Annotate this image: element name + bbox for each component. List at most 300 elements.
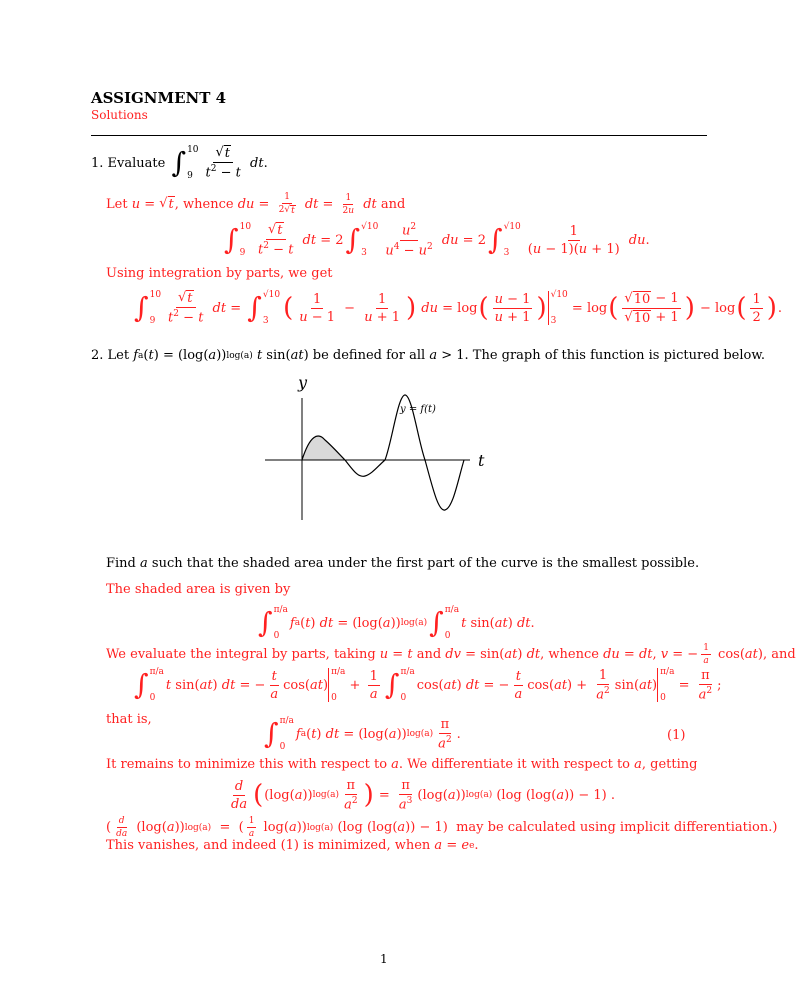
math-text: 10 <box>633 291 651 307</box>
math-text: − <box>269 242 289 258</box>
math-text: ) <box>652 677 658 693</box>
math-variable: t <box>515 668 521 684</box>
big-paren: ) <box>536 293 547 323</box>
numerator <box>311 292 323 309</box>
integral-sign-icon: ∫ <box>224 223 239 256</box>
math-text: (log( <box>132 820 167 835</box>
lower-limit: 0 <box>660 693 666 703</box>
superscript: 2 <box>445 734 452 745</box>
math-text: ) + <box>567 677 592 693</box>
fraction <box>526 224 622 257</box>
math-text: 1 <box>569 223 578 239</box>
math-text: − <box>399 242 419 258</box>
math-text: )) <box>390 615 401 631</box>
big-paren: ( <box>608 293 619 323</box>
equation-parts <box>132 667 722 703</box>
math-text: > 1. The graph of this function is pictured below. <box>437 348 766 363</box>
math-text: It remains to minimize this with respect to <box>106 757 392 772</box>
math-text: = <box>442 838 462 853</box>
equation-number: (1) <box>667 728 686 743</box>
integral-sign-icon: ∫ <box>247 291 262 324</box>
math-variable: a <box>447 787 456 803</box>
integral <box>264 716 294 752</box>
upper-limit: √10 <box>503 222 521 232</box>
integral-limits <box>274 605 288 641</box>
lower-limit: 3 <box>361 248 367 258</box>
math-text: 1 <box>248 816 255 826</box>
radical-icon: √ <box>159 196 168 211</box>
radicand <box>224 145 231 161</box>
radicand <box>633 291 652 307</box>
integral-sign-icon: ∫ <box>487 223 503 256</box>
math-variable: a <box>166 820 175 835</box>
integral-limits <box>263 290 280 326</box>
math-variable: a <box>382 615 391 631</box>
big-paren: ( <box>478 293 489 323</box>
square-root <box>178 290 194 306</box>
radical-icon: √ <box>215 145 224 161</box>
integral-limits <box>504 222 521 258</box>
numerator <box>270 669 279 686</box>
lower-limit: 9 <box>239 248 246 258</box>
math-text: )) <box>296 820 307 835</box>
lower-limit: 0 <box>400 693 407 703</box>
equation-1 <box>262 716 461 752</box>
math-variable: a <box>438 736 446 752</box>
radical-icon: √ <box>624 290 633 306</box>
denominator <box>368 686 380 702</box>
math-variable: a <box>556 787 565 803</box>
math-text: ) <box>316 726 326 742</box>
equation-derivative <box>226 778 615 812</box>
math-variable: a <box>344 797 352 813</box>
superscript: 2 <box>210 164 217 175</box>
numerator <box>266 222 286 240</box>
function-graph <box>250 370 500 530</box>
math-text: . <box>263 155 268 171</box>
math-variable: a <box>703 656 709 666</box>
big-paren: ( <box>253 780 264 811</box>
math-variable: dt <box>300 196 319 212</box>
math-text: = <box>226 300 246 316</box>
integral-sign-icon: ∫ <box>171 146 187 179</box>
square-root <box>159 196 175 212</box>
curve-label: y = f(t) <box>400 404 436 415</box>
math-text: = <box>254 196 274 212</box>
denominator <box>277 204 298 216</box>
math-text: and <box>376 196 406 212</box>
math-variable: u <box>385 242 394 258</box>
fraction <box>383 222 434 258</box>
denominator <box>256 240 295 257</box>
math-text: We evaluate the integral by parts, taking <box>106 647 380 662</box>
math-text: = − <box>235 677 266 693</box>
integral <box>224 222 251 258</box>
denominator <box>750 309 762 325</box>
superscript: log(a) <box>306 822 334 833</box>
question-2-prompt <box>106 556 699 571</box>
numerator <box>597 668 609 685</box>
denominator <box>166 308 205 325</box>
math-text: = (log( <box>333 615 383 631</box>
integral-limits <box>187 145 198 181</box>
math-variable: du <box>437 232 459 248</box>
integral <box>429 605 459 641</box>
numerator <box>343 193 353 205</box>
radical-icon: √ <box>267 222 277 238</box>
superscript: log(a) <box>465 790 493 801</box>
integral-sign-icon: ∫ <box>258 606 273 639</box>
superscript: 4 <box>393 241 400 252</box>
math-variable: dt <box>465 677 480 693</box>
math-text: , getting <box>641 757 698 772</box>
fraction <box>697 668 715 702</box>
integral-sign-icon: ∫ <box>429 606 444 639</box>
math-variable: f <box>133 348 139 363</box>
math-text: ( <box>527 241 533 257</box>
superscript: log(a) <box>312 790 340 801</box>
math-text: − 1 <box>651 290 679 306</box>
math-variable: a <box>514 686 523 702</box>
numerator <box>233 779 245 796</box>
divider <box>91 135 707 136</box>
math-variable: at <box>199 677 213 693</box>
math-text: . <box>645 232 650 248</box>
math-variable: u <box>299 309 308 325</box>
math-variable: at <box>290 348 304 363</box>
upper-limit: √10 <box>361 222 379 232</box>
math-variable: t <box>407 647 413 662</box>
math-variable: a <box>634 757 642 772</box>
math-text: ), and <box>757 647 796 662</box>
lower-limit: 0 <box>279 742 286 752</box>
math-variable: dt <box>516 615 531 631</box>
math-text: 1 <box>703 643 709 653</box>
superscript: log(a) <box>400 618 428 628</box>
subscript: a <box>300 729 307 739</box>
math-variable: du <box>603 647 620 662</box>
math-text: ) <box>456 677 466 693</box>
numerator <box>750 292 762 309</box>
numerator <box>493 292 533 309</box>
fraction <box>493 292 533 325</box>
integral <box>258 605 288 641</box>
denominator <box>701 655 710 666</box>
solution-text-6 <box>106 838 479 853</box>
fraction <box>229 779 249 812</box>
math-variable: u <box>348 205 355 216</box>
math-text: 2 <box>278 205 285 215</box>
math-text: = sin( <box>460 647 505 662</box>
math-variable: a <box>429 348 438 363</box>
math-variable: u <box>494 291 503 307</box>
math-text: . We differentiate it with respect to <box>398 757 635 772</box>
question-1-integral <box>169 145 267 181</box>
question-2 <box>91 348 765 363</box>
math-variable: u <box>379 647 389 662</box>
math-text: − 1 <box>307 309 336 325</box>
math-text: and <box>412 647 446 662</box>
math-variable: a <box>208 348 217 363</box>
lower-limit: 0 <box>331 693 337 703</box>
superscript: 2 <box>263 241 270 252</box>
radical-icon: √ <box>177 290 187 306</box>
math-variable: at <box>443 677 457 693</box>
math-variable: dt <box>245 155 264 171</box>
denominator <box>268 686 280 702</box>
math-text: log( <box>259 820 289 835</box>
math-text: sin( <box>171 677 200 693</box>
math-variable: dv <box>445 647 461 662</box>
radicand <box>168 196 175 212</box>
math-variable: t <box>187 291 193 307</box>
shaded-area <box>302 436 345 460</box>
question-2-statement <box>108 348 765 363</box>
denominator <box>229 796 249 812</box>
lower-limit: 0 <box>273 631 280 641</box>
math-variable: da <box>231 796 248 812</box>
superscript: 2 <box>426 241 433 252</box>
math-text: sin( <box>614 677 640 693</box>
math-text: . <box>777 300 783 316</box>
evaluation-limits <box>331 667 345 703</box>
math-text: Find <box>106 556 141 571</box>
superscript: 2 <box>410 222 417 233</box>
math-variable: t <box>271 668 277 684</box>
integral-limits <box>361 222 378 258</box>
radicand <box>290 205 296 216</box>
math-text: + 1 <box>651 309 679 325</box>
radicand <box>186 290 193 306</box>
math-text: ) = (log( <box>153 348 209 363</box>
fraction <box>622 291 680 326</box>
math-variable: at <box>310 677 323 693</box>
math-variable: f <box>295 726 301 742</box>
denominator <box>397 795 415 812</box>
math-variable: at <box>504 647 518 662</box>
fraction <box>436 717 454 751</box>
math-text: )) − 1) may be calculated using implicit differentiation.) <box>405 820 778 835</box>
denominator <box>493 309 533 325</box>
superscript: 3 <box>406 796 413 806</box>
radicand <box>276 222 283 238</box>
math-text: + 1 <box>372 309 401 325</box>
math-text: ; <box>717 677 722 693</box>
solution-text-4 <box>106 757 698 772</box>
math-text: cos( <box>283 677 310 693</box>
superscript: 2 <box>706 685 713 696</box>
question-1 <box>91 145 268 181</box>
substitution-text <box>106 192 405 216</box>
math-variable: dt <box>319 615 334 631</box>
math-variable: dt <box>298 232 317 248</box>
denominator <box>526 241 622 257</box>
math-variable: e <box>461 838 470 853</box>
math-text: = 2 <box>316 232 344 248</box>
parts-text <box>106 266 333 281</box>
math-variable: a <box>397 820 406 835</box>
math-text: 2 <box>752 309 761 325</box>
math-text: = <box>140 196 160 212</box>
superscript: 2 <box>604 685 610 696</box>
math-text: 1 <box>369 668 378 684</box>
integral-sign-icon: ∫ <box>134 668 149 701</box>
numerator <box>439 717 452 734</box>
upper-limit: π/a <box>279 716 294 726</box>
math-variable: u <box>494 309 503 325</box>
math-text: (log( <box>264 787 295 803</box>
math-text: 1 <box>345 192 352 203</box>
math-text: = 2 <box>458 232 486 248</box>
math-variable: t <box>288 242 294 258</box>
equation-result-1 <box>132 290 782 326</box>
math-text: sin( <box>262 348 291 363</box>
lower-limit: 3 <box>550 316 557 326</box>
lower-limit: 9 <box>187 171 193 181</box>
math-text: 1 <box>598 667 608 683</box>
math-text: = <box>674 677 694 693</box>
math-text: (log (log( <box>492 787 557 803</box>
integral-sign-icon: ∫ <box>345 223 361 256</box>
math-text: − log <box>695 300 736 316</box>
denominator <box>594 685 612 702</box>
math-variable: t <box>235 165 241 181</box>
fraction <box>204 145 243 180</box>
fraction <box>368 669 380 702</box>
fraction <box>512 669 524 702</box>
math-variable: dt <box>359 196 377 212</box>
square-root <box>268 222 284 238</box>
math-variable: a <box>294 787 303 803</box>
math-variable: da <box>116 829 128 839</box>
big-paren: ( <box>736 293 747 323</box>
math-text: π <box>701 667 710 683</box>
math-text: π <box>401 778 410 793</box>
math-variable: t <box>168 310 174 326</box>
math-variable: v <box>660 647 669 662</box>
denominator <box>512 686 524 702</box>
math-text: 2 <box>342 205 349 216</box>
lower-limit: 3 <box>503 248 510 258</box>
math-text: = − <box>479 677 510 693</box>
math-text: − <box>179 310 199 326</box>
math-variable: t <box>205 165 211 181</box>
math-variable: at <box>639 677 653 693</box>
math-text: )) <box>174 820 185 835</box>
big-paren: ( <box>283 293 294 323</box>
math-text: ( <box>306 726 312 742</box>
numerator <box>514 669 523 686</box>
math-variable: at <box>744 647 758 662</box>
y-axis-label: y <box>298 373 308 392</box>
numerator <box>699 668 712 685</box>
integral <box>247 290 280 326</box>
evaluation-bar <box>657 667 674 703</box>
math-text: ) <box>212 677 222 693</box>
math-variable: t <box>148 348 154 363</box>
math-variable: d <box>118 816 125 826</box>
math-text: Using integration by parts, we get <box>106 266 333 281</box>
fraction <box>342 778 360 812</box>
math-variable: a <box>140 556 148 571</box>
denominator <box>342 795 360 812</box>
math-variable: a <box>369 686 378 702</box>
superscript: log(a) <box>226 350 253 361</box>
math-text: = (log( <box>339 726 389 742</box>
math-text: . <box>474 838 479 853</box>
evaluation-limits <box>660 667 674 703</box>
big-paren: ) <box>363 780 374 811</box>
math-variable: t <box>256 348 263 363</box>
math-variable: f <box>289 615 295 631</box>
math-text: 1 <box>377 291 387 307</box>
math-text: 1 <box>752 291 761 307</box>
fraction <box>701 643 711 666</box>
math-variable: dt <box>325 726 340 742</box>
math-variable: dt <box>208 300 227 316</box>
math-text: ) <box>517 647 527 662</box>
upper-limit: 10 <box>149 290 162 300</box>
math-variable: t <box>305 615 311 631</box>
integral-sign-icon: ∫ <box>384 668 400 701</box>
math-variable: u <box>131 196 141 212</box>
evaluation-bar <box>548 290 568 326</box>
math-text: )) <box>216 348 227 363</box>
math-text: = <box>619 647 639 662</box>
math-variable: dt <box>638 647 653 662</box>
math-text: . <box>456 726 461 742</box>
math-text: )) − 1) . <box>564 787 615 803</box>
subscript: a <box>294 618 301 628</box>
integral <box>134 290 161 326</box>
radical-icon: √ <box>624 309 633 325</box>
big-paren: ) <box>766 293 777 323</box>
evaluation-limits <box>551 290 568 326</box>
math-variable: dt <box>221 677 236 693</box>
integral <box>385 667 415 703</box>
math-variable: dt <box>526 647 541 662</box>
math-variable: t <box>311 726 317 742</box>
superscript: e <box>469 840 475 851</box>
upper-limit: π/a <box>273 605 288 615</box>
solution-text-1 <box>106 582 290 597</box>
solution-text-3 <box>106 712 152 727</box>
upper-limit: π/a <box>660 667 675 677</box>
upper-limit: √10 <box>550 290 568 300</box>
math-variable: u <box>578 241 588 257</box>
math-variable: a <box>288 820 297 835</box>
square-root <box>624 291 651 307</box>
superscript: 2 <box>173 309 180 320</box>
numerator <box>400 222 418 240</box>
math-text: such that the shaded area under the first part of the curve is the smallest possible. <box>147 556 700 571</box>
numerator <box>368 669 380 686</box>
fraction <box>362 292 402 325</box>
fraction <box>341 193 357 216</box>
denominator <box>622 309 680 326</box>
math-text: 1 <box>284 192 290 202</box>
bar-line <box>657 668 658 702</box>
superscript: log(a) <box>406 729 434 739</box>
integral-limits <box>400 667 414 703</box>
math-text: − <box>340 300 360 316</box>
math-variable: u <box>532 241 542 257</box>
math-variable: a <box>270 686 279 702</box>
assignment-title: ASSIGNMENT 4 <box>91 89 227 107</box>
math-text: that is, <box>106 712 152 727</box>
big-paren: ) <box>684 293 695 323</box>
math-variable: t <box>461 615 467 631</box>
